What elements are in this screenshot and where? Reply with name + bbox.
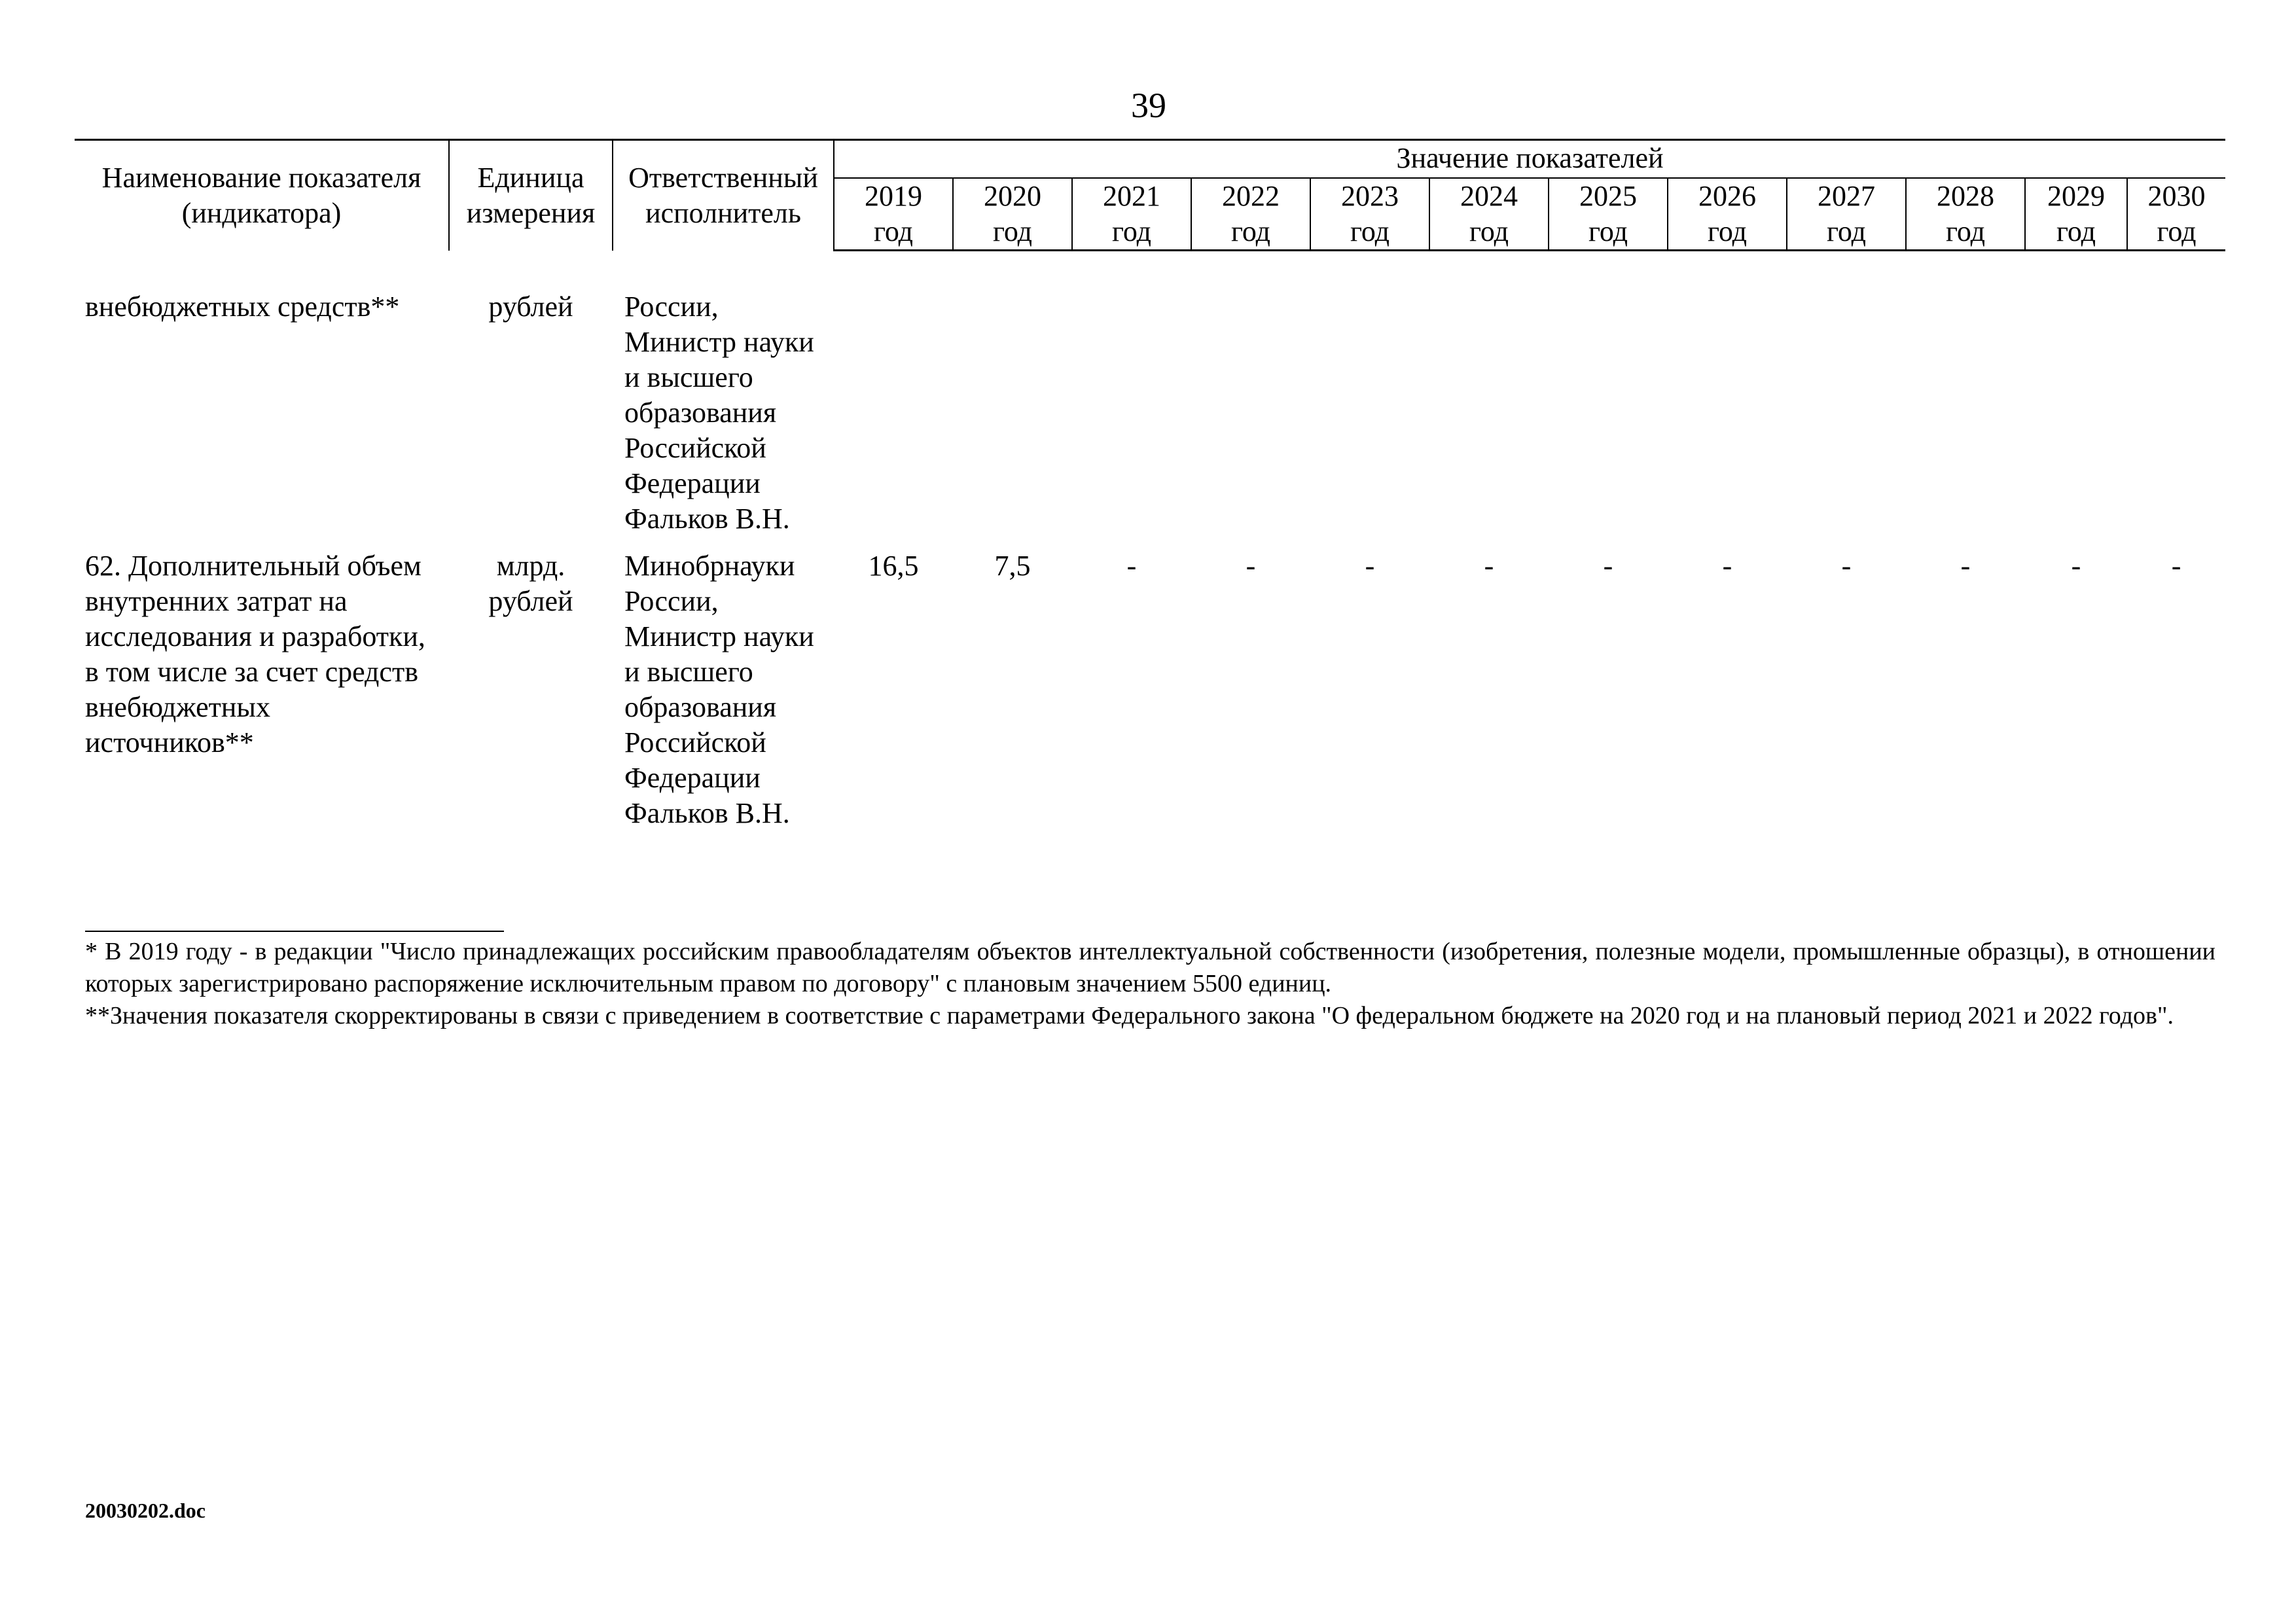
- value-cell: [1549, 289, 1668, 548]
- header-indicator-name: [75, 140, 449, 251]
- value-cell: -: [1246, 550, 1256, 582]
- footnote-2: **Значения показателя скорректированы в связи с приведением в соответствие с параметрами Федерального закона "О федеральном бюджете на 2020 год и на плановый период 2021 и 2022 годов".: [85, 1002, 2174, 1029]
- indicator-name-cell: 62. Дополнительный объем внутренних затрат на исследования и разработки, в том числе за счет средств внебюджетных источников**: [85, 550, 425, 758]
- value-cell: [1906, 289, 2025, 548]
- unit-cell: рублей: [488, 291, 573, 323]
- header-year-2023: 2023 год: [1310, 178, 1429, 251]
- value-cell: 7,5: [994, 550, 1031, 582]
- header-year-2020: 2020 год: [953, 178, 1072, 251]
- footnote-1: * В 2019 году - в редакции "Число принадлежащих российским правообладателям объектов интеллектуальной собственности (изобретения, полезные модели, промышленные образцы), в отношении которых зарегистрировано распоряжение исключительным правом по договору" с плановым значением 5500 единиц.: [85, 938, 2215, 997]
- value-cell: -: [1960, 550, 1971, 582]
- table-header: [75, 140, 2225, 251]
- indicators-table-wrapper: [75, 139, 2223, 831]
- value-cell: [2025, 289, 2127, 548]
- header-year-2030: 2030 год: [2127, 178, 2225, 251]
- value-cell: [834, 289, 953, 548]
- header-unit-text: Единица измерения: [466, 161, 596, 229]
- header-indicator-name-text: Наименование показателя (индикатора): [101, 161, 422, 229]
- value-cell: -: [1365, 550, 1375, 582]
- header-executor-text: Ответственный исполнитель: [628, 161, 818, 229]
- table-row: [75, 289, 2225, 548]
- header-year-2022: 2022 год: [1191, 178, 1310, 251]
- header-year-2029: 2029 год: [2025, 178, 2127, 251]
- value-cell: -: [1841, 550, 1852, 582]
- value-cell: -: [1484, 550, 1494, 582]
- header-year-2027: 2027 год: [1787, 178, 1906, 251]
- unit-cell: млрд. рублей: [488, 550, 573, 617]
- header-values-group: Значение показателей: [834, 140, 2225, 179]
- table-row: [75, 548, 2225, 831]
- value-cell: 16,5: [868, 550, 919, 582]
- header-year-2019: 2019 год: [834, 178, 953, 251]
- table-body: [75, 251, 2225, 832]
- value-cell: [1310, 289, 1429, 548]
- indicator-name-cell: внебюджетных средств**: [85, 291, 400, 323]
- value-cell: [953, 289, 1072, 548]
- header-year-2028: 2028 год: [1906, 178, 2025, 251]
- indicators-table: [75, 139, 2225, 831]
- value-cell: -: [2171, 550, 2181, 582]
- value-cell: [1668, 289, 1787, 548]
- header-year-2026: 2026 год: [1668, 178, 1787, 251]
- header-executor: [613, 140, 834, 251]
- value-cell: [1787, 289, 1906, 548]
- file-name: 20030202.doc: [85, 1499, 206, 1522]
- value-cell: [2127, 289, 2225, 548]
- page-number: 39: [1131, 86, 1166, 125]
- value-cell: -: [2071, 550, 2081, 582]
- executor-cell: Минобрнауки России, Министр науки и высшего образования Российской Федерации Фальков В.Н.: [624, 550, 814, 829]
- executor-cell: России, Министр науки и высшего образования Российской Федерации Фальков В.Н.: [624, 291, 814, 535]
- value-cell: -: [1603, 550, 1613, 582]
- value-cell: -: [1722, 550, 1732, 582]
- header-year-2021: 2021 год: [1072, 178, 1191, 251]
- header-year-2025: 2025 год: [1549, 178, 1668, 251]
- header-unit: [449, 140, 613, 251]
- value-cell: [1072, 289, 1191, 548]
- footnote-divider: [85, 931, 504, 932]
- value-cell: [1191, 289, 1310, 548]
- header-year-2024: 2024 год: [1429, 178, 1549, 251]
- footnotes: [85, 936, 2215, 1032]
- value-cell: [1429, 289, 1549, 548]
- value-cell: -: [1126, 550, 1137, 582]
